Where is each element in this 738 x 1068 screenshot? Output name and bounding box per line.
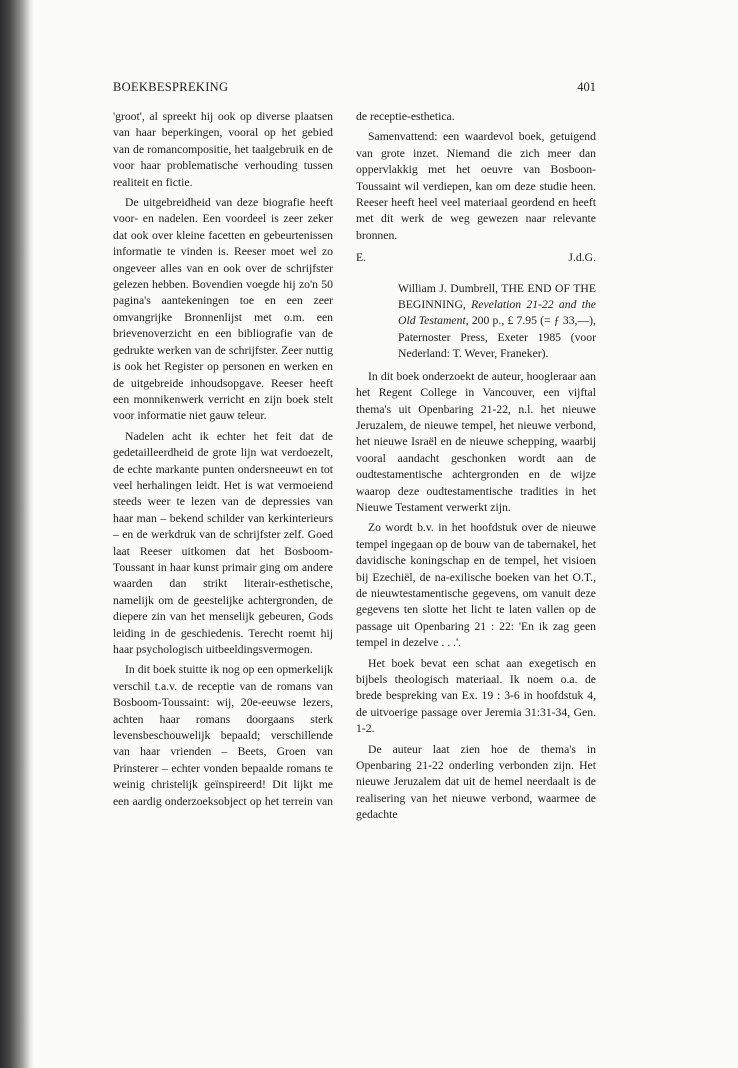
page-number: 401 bbox=[577, 80, 596, 94]
book-subtitle: Revelation 21-22 and the Old Testament, bbox=[398, 298, 596, 328]
reviewer-initials: J.d.G. bbox=[568, 251, 596, 265]
page-header bbox=[113, 80, 596, 96]
left-paragraph-4: In dit boek stuitte ik nog op een opmerkelijk verschil t.a.v. de receptie van de romans van Bosboom-Toussaint: wij, 20e-eeuwse lezers, achten haar romans doorgaans sterk levensbeschouwelijk bepaald; verschillende van haar vrienden – Beets, Groen van Prinsterer – echter vonden bepaalde romans te weinig christelijk geïnspireerd! Dit lijkt me een aardig onderzoeksobject op het terrein van bbox=[113, 663, 333, 808]
book-details: 200 p., £ 7.95 (= ƒ 33,—), Paternoster Press, Exeter 1985 (voor Nederland: T. Wever, Franeker). bbox=[398, 314, 596, 361]
left-paragraph-3: Nadelen acht ik echter het feit dat de gedetailleerdheid de grote lijn wat verdoezelt, de echte markante punten ondersneeuwt en tot veel herhalingen leidt. Het is wat vermoeiend steeds weer te lezen van de depressies van haar man – bekend schilder van kerkinterieurs – en de werkdruk van de schrijfster zelf. Goed laat Reeser uitkomen dat het Bosboom-Toussant in haar kunst primair ging om andere waarden dan strikt literair-esthetische, namelijk om de geestelijke achtergronden, de diepere zin van het menselijk gebeuren, Gods leiding in de geschiedenis. Terecht roemt hij haar psychologisch uitbeeldingsvermogen. bbox=[113, 429, 333, 656]
left-paragraph-1: 'groot', al spreekt hij ook op diverse plaatsen van haar beperkingen, vooral op het gebied van de romancompositie, het taalgebruik en de voor haar problematische verhouding tussen realiteit en fictie. bbox=[113, 110, 333, 189]
right-paragraph-1: de receptie-esthetica. bbox=[356, 110, 455, 123]
left-paragraph-2: De uitgebreidheid van deze biografie heeft voor- en nadelen. Een voordeel is zeer zeker dat ook over kleine facetten en gebeurtenissen informatie te vinden is. Reeser moet wel zo ongeveer alles van en ook over de schrijfster gelezen hebben. Bovendien voegde hij zo'n 50 pagina's aantekeningen toe en een zeer omvangrijke Bronnenlijst met o.m. een brievenoverzicht en een bibliografie van de gedrukte werken van de schrijfster. Zeer nuttig is ook het Register op personen en werken en de uitgebreide inhoudsopgave. Reeser heeft een monnikenwerk verricht en zijn boek stelt voor informatie niet gauw teleur. bbox=[113, 196, 333, 423]
running-title: BOEKBESPREKING bbox=[113, 80, 229, 94]
right-paragraph-3: In dit boek onderzoekt de auteur, hoogleraar aan het Regent College in Vancouver, een vijftal thema's uit Openbaring 21-22, n.l. het nieuwe Jeruzalem, de nieuwe tempel, het nieuwe verbond, het nieuwe Israël en de nieuwe schepping, waarbij vooral aandacht geschonken wordt aan de oudtestamentische achtergronden en de wijze waarop deze oudtestamentische tradities in het Nieuwe Testament verwerkt zijn. bbox=[356, 369, 596, 514]
signoff-initial: E. bbox=[356, 251, 367, 265]
right-paragraph-6: De auteur laat zien hoe de thema's in Openbaring 21-22 onderling verbonden zijn. Het nieuwe Jeruzalem dat uit de hemel neerdaalt is de realisering van het nieuwe verbond, waarmee de gedachte bbox=[356, 742, 596, 822]
review-signoff bbox=[356, 250, 596, 266]
scan-edge-shadow bbox=[0, 0, 34, 1068]
book-author-title: William J. Dumbrell, THE END OF THE BEGINNING, bbox=[398, 281, 596, 312]
left-column bbox=[113, 109, 333, 810]
right-paragraph-2: Samenvattend: een waardevol boek, getuigend van grote inzet. Niemand die zich meer dan oppervlakkig met het oeuvre van Bosboon-Toussaint wil verdiepen, kan om deze studie heen. Reeser heeft heel veel materiaal geordend en heeft met dit werk de weg gewezen naar relevante bronnen. bbox=[356, 130, 596, 242]
right-paragraph-5: Het boek bevat een schat aan exegetisch en bijbels theologisch materiaal. Ik noem o.a. de brede bespreking van Ex. 19 : 3-6 in hoofdstuk 4, de uitvoerige passage over Jeremia 31:31-34, Gen. 1-2. bbox=[356, 656, 596, 736]
book-reference bbox=[398, 281, 596, 363]
right-paragraph-4: Zo wordt b.v. in het hoofdstuk over de nieuwe tempel ingegaan op de bouw van de tabernakel, het davidische koningschap en de tempel, het visioen bij Ezechiël, de na-exilische boeken van het O.T., de nieuwtestamentische gegevens, om vanuit deze gegevens ten slotte het licht te laten vallen op de passage uit Openbaring 21 : 22: 'En ik zag geen tempel in dezelve . . .'. bbox=[356, 521, 596, 650]
right-column bbox=[356, 109, 596, 824]
